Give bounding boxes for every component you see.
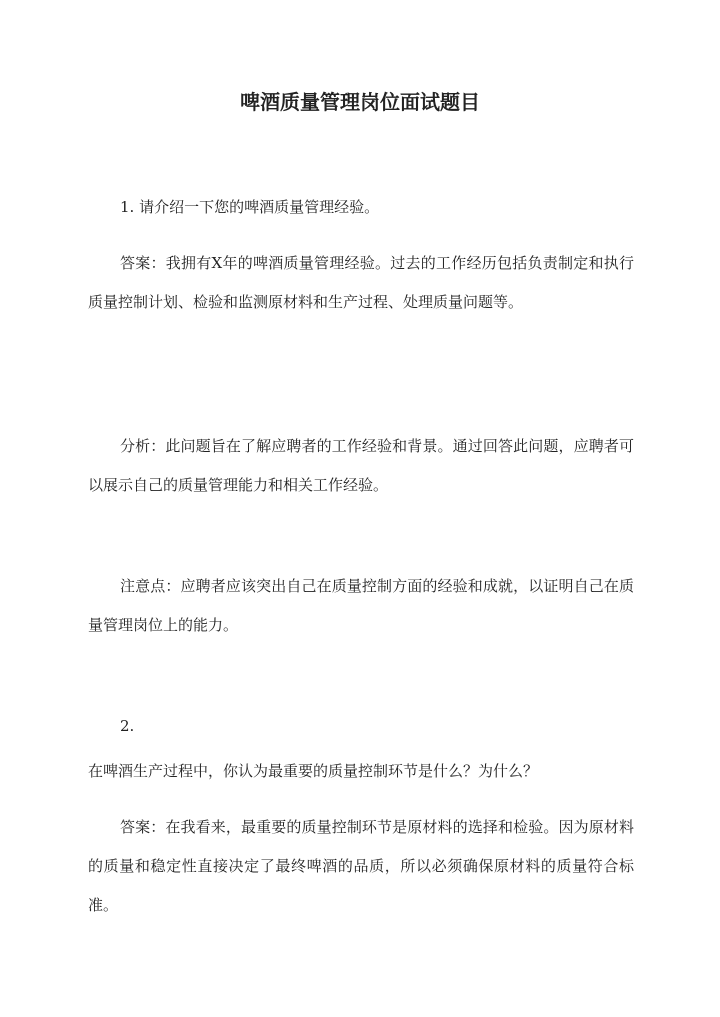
question-2-number: 2. [120, 717, 135, 735]
document-title: 啤酒质量管理岗位面试题目 [240, 90, 480, 114]
answer-2: 答案：在我看来，最重要的质量控制环节是原材料的选择和检验。因为原材料的质量和稳定性直接决定了最终啤酒的品质，所以必须确保原材料的质量符合标准。 [88, 818, 634, 914]
analysis-1: 分析：此问题旨在了解应聘者的工作经验和背景。通过回答此问题，应聘者可以展示自己的质量管理能力和相关工作经验。 [88, 437, 634, 494]
question-1: 1. 请介绍一下您的啤酒质量管理经验。 [120, 198, 380, 216]
note-1: 注意点：应聘者应该突出自己在质量控制方面的经验和成就，以证明自己在质量管理岗位上的能力。 [88, 577, 634, 634]
question-2: 在啤酒生产过程中，你认为最重要的质量控制环节是什么？为什么？ [88, 762, 539, 780]
answer-1: 答案：我拥有X年的啤酒质量管理经验。过去的工作经历包括负责制定和执行质量控制计划、检验和监测原材料和生产过程、处理质量问题等。 [88, 254, 634, 311]
